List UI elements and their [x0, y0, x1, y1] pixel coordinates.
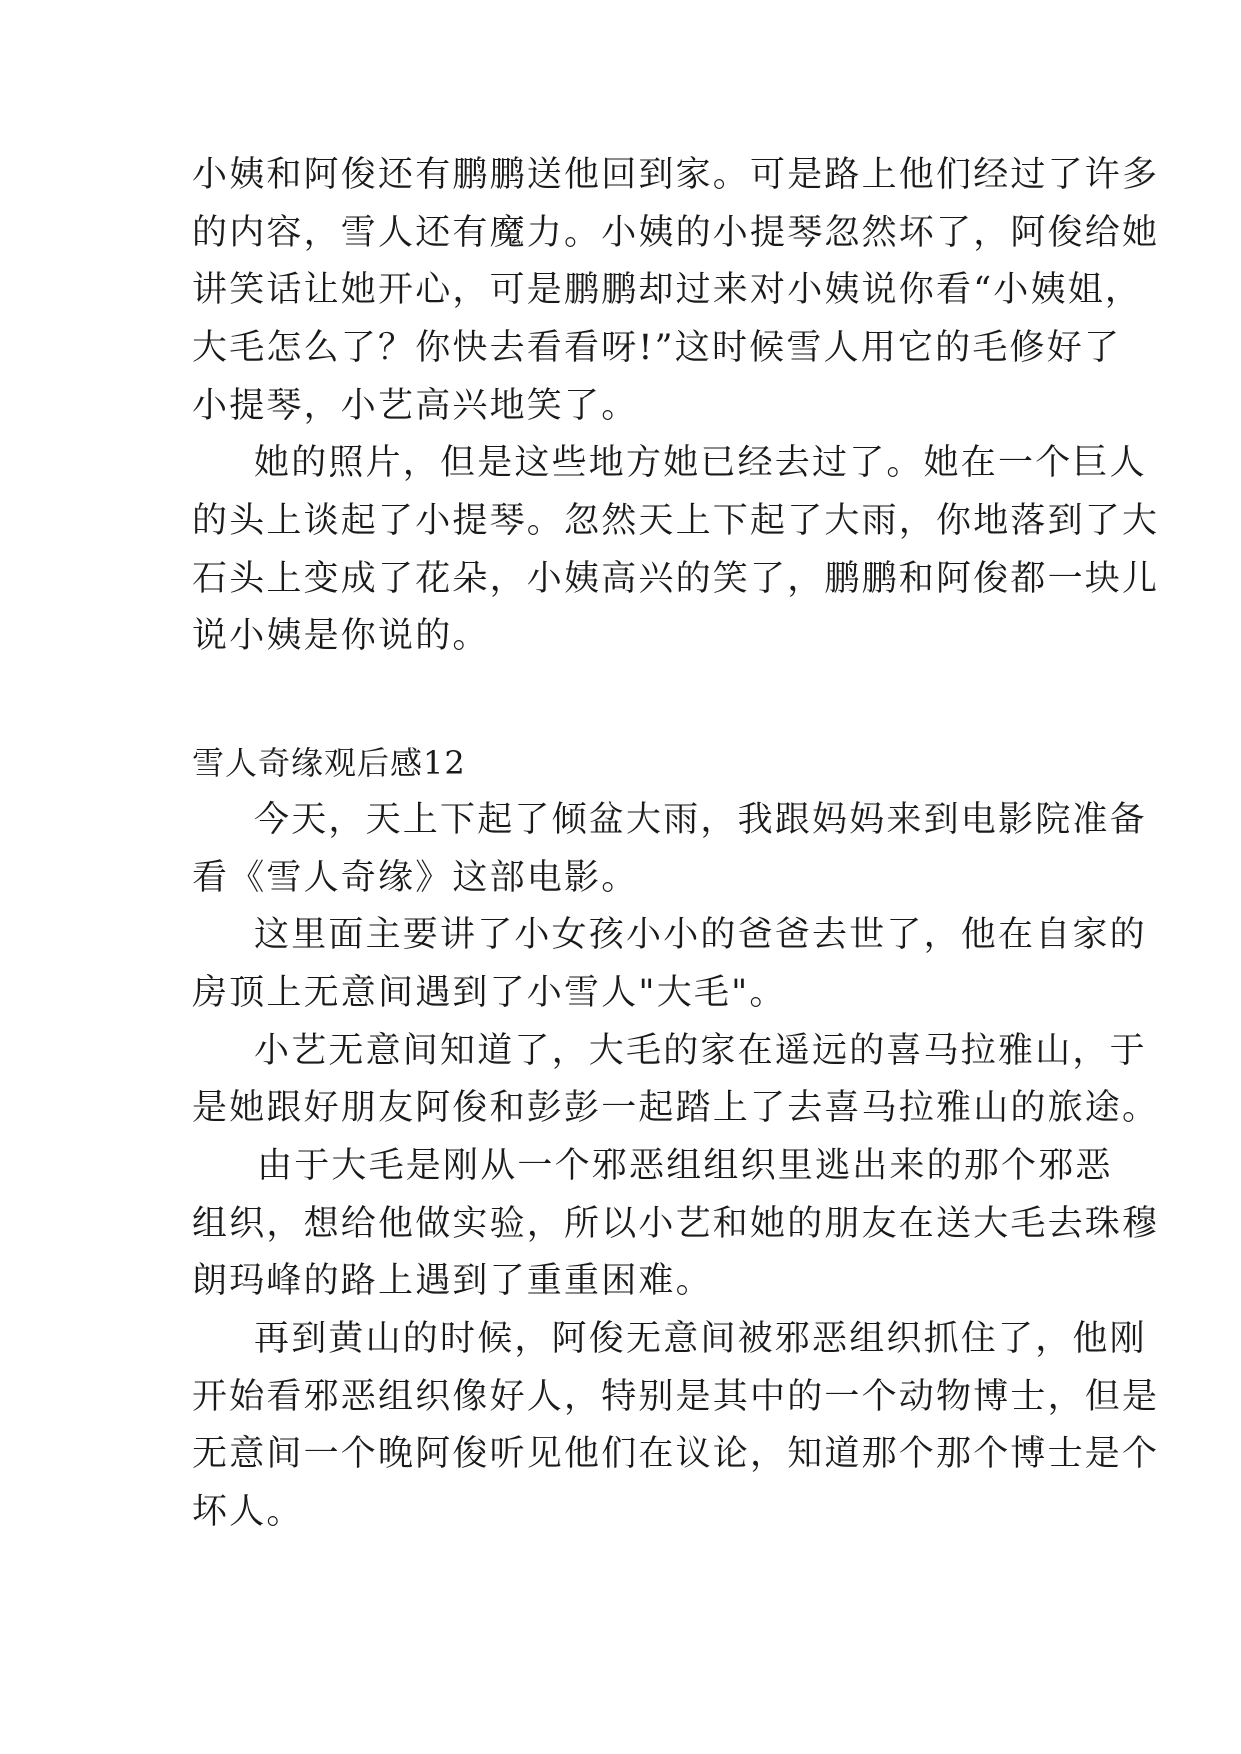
text-line: 讲笑话让她开心，可是鹏鹏却过来对小姨说你看“小姨姐， — [192, 270, 1143, 310]
text-line: 由于大毛是刚从一个邪恶组组织里逃出来的那个邪恶 — [257, 1146, 1113, 1186]
text-line: 再到黄山的时候，阿俊无意间被邪恶组织抓住了，他刚 — [254, 1319, 1147, 1359]
text-line: 今天，天上下起了倾盆大雨，我跟妈妈来到电影院准备 — [254, 800, 1147, 840]
text-line: 小姨和阿俊还有鹏鹏送他回到家。可是路上他们经过了许多 — [192, 155, 1160, 195]
text-line: 无意间一个晚阿俊听见他们在议论，知道那个那个博士是个 — [192, 1434, 1160, 1474]
text-line: 朗玛峰的路上遇到了重重困难。 — [192, 1261, 713, 1301]
text-line: 这里面主要讲了小女孩小小的爸爸去世了，他在自家的 — [254, 915, 1147, 955]
text-line: 小艺无意间知道了，大毛的家在遥远的喜马拉雅山，于 — [254, 1031, 1147, 1071]
text-line: 大毛怎么了？你快去看看呀!”这时候雪人用它的毛修好了 — [192, 328, 1122, 368]
text-line: 组织，想给他做实验，所以小艺和她的朋友在送大毛去珠穆 — [192, 1204, 1160, 1244]
text-line: 房顶上无意间遇到了小雪人"大毛"。 — [192, 973, 787, 1013]
text-line: 石头上变成了花朵，小姨高兴的笑了，鹏鹏和阿俊都一块儿 — [192, 559, 1160, 599]
text-line: 坏人。 — [192, 1492, 304, 1532]
text-line: 说小姨是你说的。 — [192, 616, 490, 656]
text-line: 开始看邪恶组织像好人，特别是其中的一个动物博士，但是 — [192, 1377, 1160, 1417]
text-line: 的头上谈起了小提琴。忽然天上下起了大雨，你地落到了大 — [192, 501, 1160, 541]
text-line: 的内容，雪人还有魔力。小姨的小提琴忽然坏了，阿俊给她 — [192, 213, 1160, 253]
section-heading: 雪人奇缘观后感12 — [192, 744, 466, 782]
text-line: 她的照片，但是这些地方她已经去过了。她在一个巨人 — [254, 443, 1147, 483]
text-line: 是她跟好朋友阿俊和彭彭一起踏上了去喜马拉雅山的旅途。 — [192, 1088, 1160, 1128]
text-line: 看《雪人奇缘》这部电影。 — [192, 858, 639, 898]
text-line: 小提琴，小艺高兴地笑了。 — [192, 386, 639, 426]
